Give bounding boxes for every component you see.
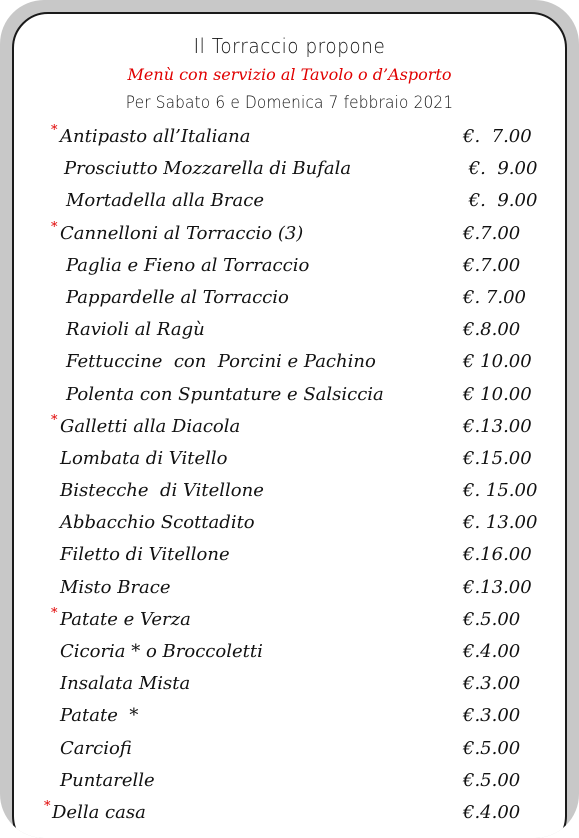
dish-price: €.13.00 [463,576,532,598]
menu-item [14,250,565,282]
dish-name: Galletti alla Diacola [60,415,241,437]
dish-price: €. 13.00 [463,512,538,534]
dish-name: Polenta con Spuntature e Salsiccia [66,383,384,405]
dish-name: Filetto di Vitellone [60,544,230,566]
dish-price: €. 9.00 [463,158,538,180]
dish-name: Cicoria * o Broccoletti [60,641,263,662]
dish-price: €.7.00 [463,254,521,276]
menu-item [14,765,565,797]
dish-price: €.4.00 [463,801,521,823]
dish-price: €.4.00 [463,641,521,662]
dish-price: €.5.00 [463,737,521,759]
menu-item [14,572,565,604]
menu-item [14,218,565,250]
menu-item [14,379,565,411]
dish-price: €. 7.00 [463,126,532,147]
menu-item [14,282,565,314]
dish-name: Abbacchio Scottadito [60,512,255,534]
dish-price: €. 15.00 [463,480,538,502]
menu-item [14,411,565,443]
dish-name: Antipasto all’Italiana [60,126,251,147]
menu-item [14,153,565,185]
menu-item [14,475,565,507]
red-asterisk-mark: * [51,123,58,138]
dish-name: Lombata di Vitello [60,447,228,469]
dish-name: Insalata Mista [60,673,191,695]
menu-item [14,668,565,700]
dish-name: Carciofi [60,737,132,759]
dish-price: €.5.00 [463,769,521,791]
dish-price: €. 9.00 [463,190,538,212]
menu-item [14,604,565,636]
dish-price: €.5.00 [463,608,521,630]
red-asterisk-mark: * [51,412,58,428]
dish-name: Prosciutto Mozzarella di Bufala [64,158,352,180]
dish-price: €.3.00 [463,673,521,695]
menu-item [14,346,565,378]
menu-item [14,797,565,829]
menu-item [14,700,565,732]
dish-price: € 10.00 [463,383,532,405]
menu-item [14,733,565,765]
red-asterisk-mark: * [51,219,58,235]
dish-name: Puntarelle [60,769,155,791]
menu-subtitle: Menù con servizio al Tavolo o d’Asporto [127,65,452,84]
menu-item-list [14,121,565,829]
dish-name: Patate e Verza [60,608,191,630]
red-asterisk-mark: * [44,798,51,814]
dish-name: Ravioli al Ragù [66,319,205,341]
dish-name: Patate * [60,705,139,727]
red-asterisk-mark: * [51,605,58,621]
menu-item [14,443,565,475]
menu-item [14,507,565,539]
menu-item [14,185,565,217]
dish-price: €.13.00 [463,415,532,437]
dish-name: Cannelloni al Torraccio (3) [60,222,304,244]
dish-price: €.15.00 [463,447,532,469]
dish-price: €.7.00 [463,222,521,244]
menu-item [14,636,565,668]
dish-price: € 10.00 [463,351,532,373]
menu-date: Per Sabato 6 e Domenica 7 febbraio 2021 [125,93,454,113]
menu-item [14,121,565,153]
menu-item [14,539,565,571]
dish-price: €.16.00 [463,544,532,566]
dish-name: Della casa [52,801,146,823]
dish-name: Bistecche di Vitellone [60,480,264,502]
dish-name: Mortadella alla Brace [66,190,264,212]
dish-price: €.3.00 [463,705,521,727]
menu-card [12,12,567,838]
menu-item [14,314,565,346]
dish-price: €.8.00 [463,319,521,341]
dish-name: Pappardelle al Torraccio [66,286,289,308]
dish-price: €. 7.00 [463,286,526,308]
dish-name: Fettuccine con Porcini e Pachino [66,351,376,373]
dish-name: Paglia e Fieno al Torraccio [66,254,310,276]
dish-name: Misto Brace [60,576,171,598]
menu-title: Il Torraccio propone [193,34,386,58]
